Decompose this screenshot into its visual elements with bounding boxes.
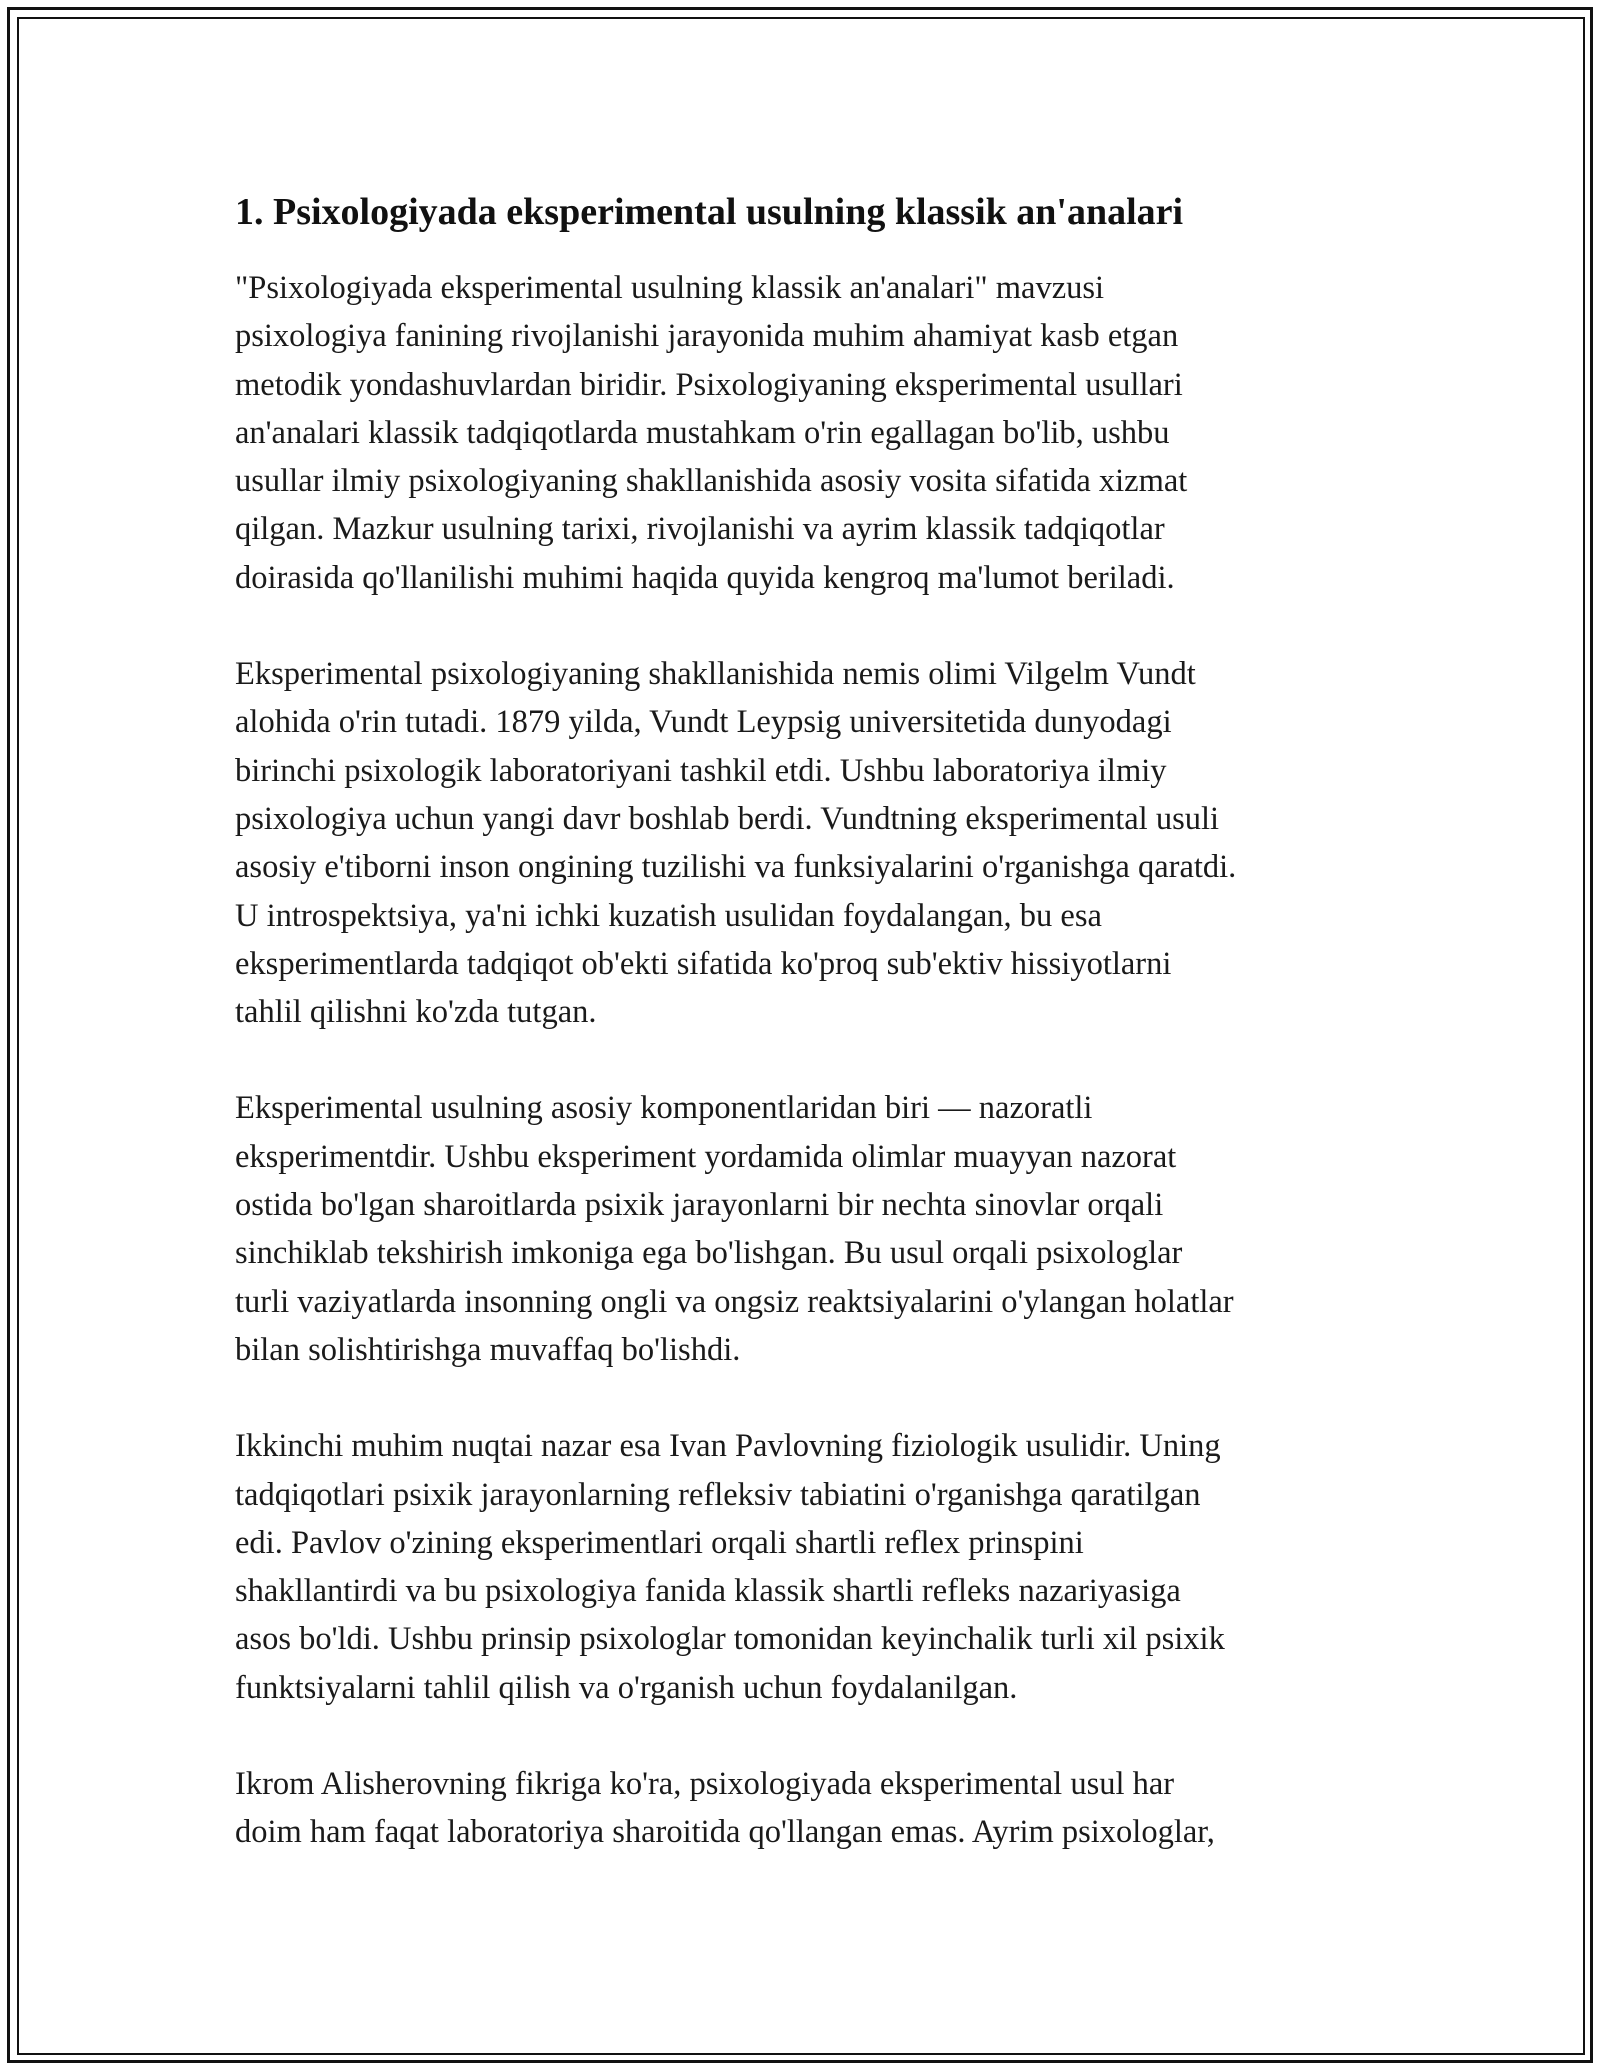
paragraph-5 bbox=[235, 1760, 1365, 1857]
text-line: Eksperimental psixologiyaning shakllanishida nemis olimi Vilgelm Vundt bbox=[235, 656, 1196, 693]
text-line: doirasida qo'llanilishi muhimi haqida quyida kengroq ma'lumot beriladi. bbox=[235, 559, 1175, 596]
text-line: eksperimentdir. Ushbu eksperiment yordamida olimlar muayyan nazorat bbox=[235, 1138, 1177, 1175]
text-line: "Psixologiyada eksperimental usulning klassik an'analari" mavzusi bbox=[235, 270, 1105, 306]
paragraph-2 bbox=[235, 650, 1365, 1036]
text-line: edi. Pavlov o'zining eksperimentlari orqali shartli reflex prinspini bbox=[235, 1524, 1084, 1561]
text-line: psixologiya uchun yangi davr boshlab berdi. Vundtning eksperimental usuli bbox=[235, 800, 1220, 837]
text-line: turli vaziyatlarda insonning ongli va ongsiz reaktsiyalarini o'ylangan holatlar bbox=[235, 1283, 1234, 1320]
paragraph-1 bbox=[235, 264, 1365, 602]
text-line: Eksperimental usulning asosiy komponentlaridan biri — nazoratli bbox=[235, 1090, 1093, 1127]
text-line: tadqiqotlari psixik jarayonlarning refleksiv tabiatini o'rganishga qaratilgan bbox=[235, 1476, 1201, 1513]
text-line: doim ham faqat laboratoriya sharoitida qo'llangan emas. Ayrim psixologlar, bbox=[235, 1814, 1215, 1851]
text-line: bilan solishtirishga muvaffaq bo'lishdi. bbox=[235, 1331, 741, 1368]
text-line: psixologiya fanining rivojlanishi jarayonida muhim ahamiyat kasb etgan bbox=[235, 318, 1179, 355]
text-line: U introspektsiya, ya'ni ichki kuzatish usulidan foydalangan, bu esa bbox=[235, 897, 1102, 934]
text-line: eksperimentlarda tadqiqot ob'ekti sifatida ko'proq sub'ektiv hissiyotlarni bbox=[235, 945, 1172, 982]
text-line: usullar ilmiy psixologiyaning shakllanishida asosiy vosita sifatida xizmat bbox=[235, 463, 1188, 500]
text-line: qilgan. Mazkur usulning tarixi, rivojlanishi va ayrim klassik tadqiqotlar bbox=[235, 511, 1165, 548]
paragraph-3 bbox=[235, 1084, 1365, 1374]
document-body bbox=[235, 186, 1365, 1905]
text-line: asosiy e'tiborni inson ongining tuzilishi va funksiyalarini o'rganishga qaratdi. bbox=[235, 849, 1237, 886]
text-line: metodik yondashuvlardan biridir. Psixologiyaning eksperimental usullari bbox=[235, 366, 1183, 403]
text-line: Ikrom Alisherovning fikriga ko'ra, psixologiyada eksperimental usul har bbox=[235, 1766, 1175, 1803]
text-line: funktsiyalarni tahlil qilish va o'rganish uchun foydalanilgan. bbox=[235, 1669, 1018, 1706]
text-line: asos bo'ldi. Ushbu prinsip psixologlar tomonidan keyinchalik turli xil psixik bbox=[235, 1621, 1225, 1658]
text-line: tahlil qilishni ko'zda tutgan. bbox=[235, 994, 597, 1031]
section-heading: 1. Psixologiyada eksperimental usulning klassik an'analari bbox=[235, 191, 1184, 233]
text-line: an'analari klassik tadqiqotlarda mustahkam o'rin egallagan bo'lib, ushbu bbox=[235, 414, 1170, 451]
text-line: Ikkinchi muhim nuqtai nazar esa Ivan Pavlovning fiziologik usulidir. Uning bbox=[235, 1428, 1221, 1465]
paragraph-4 bbox=[235, 1422, 1365, 1712]
text-line: ostida bo'lgan sharoitlarda psixik jarayonlarni bir nechta sinovlar orqali bbox=[235, 1187, 1164, 1224]
text-line: alohida o'rin tutadi. 1879 yilda, Vundt Leypsig universitetida dunyodagi bbox=[235, 704, 1172, 741]
text-line: sinchiklab tekshirish imkoniga ega bo'lishgan. Bu usul orqali psixologlar bbox=[235, 1235, 1183, 1272]
text-line: birinchi psixologik laboratoriyani tashkil etdi. Ushbu laboratoriya ilmiy bbox=[235, 752, 1167, 789]
text-line: shakllantirdi va bu psixologiya fanida klassik shartli refleks nazariyasiga bbox=[235, 1573, 1181, 1610]
